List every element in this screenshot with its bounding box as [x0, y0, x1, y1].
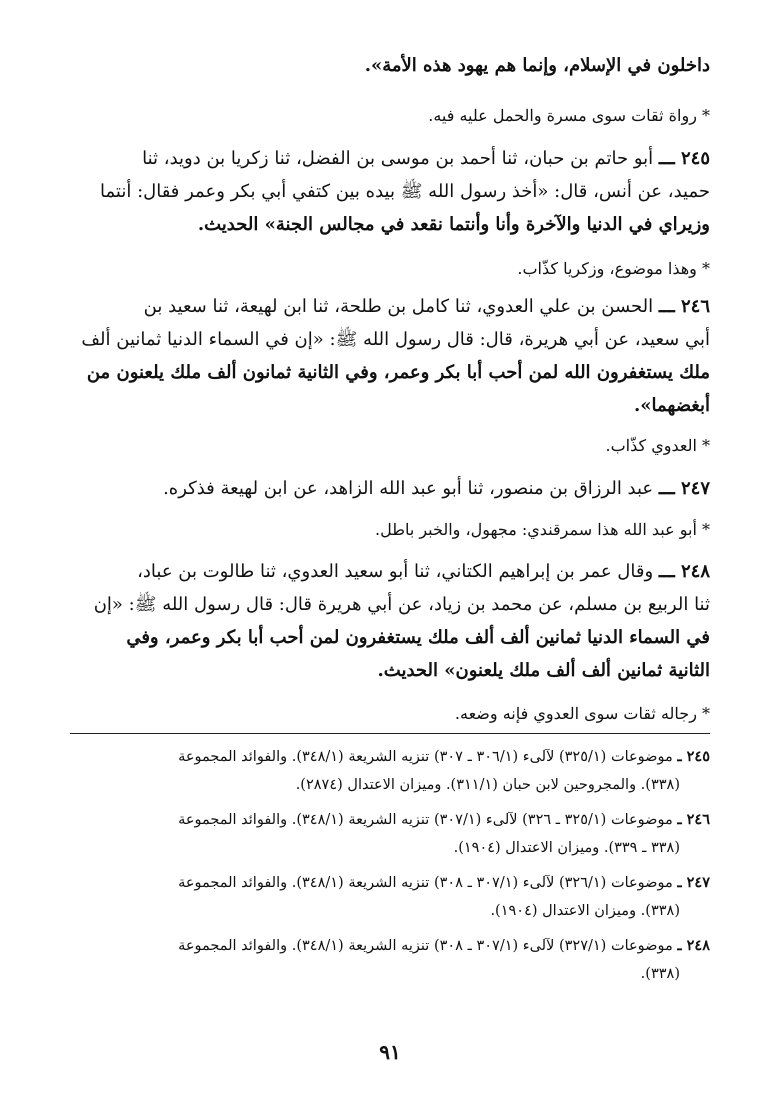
footnote-text: موضوعات (٣٢٦/١) لآلىء (٣٠٧/١ ـ ٣٠٨) تنزيه الشريعة (٣٤٨/١). والفوائد المجموعة	[178, 875, 673, 891]
hadith-line: أبي سعيد، عن أبي هريرة، قال: قال رسول الله ﷺ: «إن في السماء الدنيا ثمانين ألف	[81, 329, 710, 350]
hadith-line: أبغضهما».	[633, 395, 710, 416]
book-page	[70, 50, 710, 1080]
footnote-continuation: (٣٣٨). وميزان الاعتدال (١٩٠٤).	[490, 903, 680, 919]
hadith-text: وقال عمر بن إبراهيم الكتاني، ثنا أبو سعيد العدوي، ثنا طالوت بن عباد،	[137, 561, 654, 582]
hadith-number: ٢٤٥ ـــ	[658, 148, 710, 169]
hadith-line: ملك يستغفرون الله لمن أحب أبا بكر وعمر، وفي الثانية ثمانون ألف ملك يلعنون من	[86, 362, 710, 383]
hadith-line: حميد، عن أنس، قال: «أخذ رسول الله ﷺ بيده بين كتفي أبي بكر وعمر فقال: أنتما	[100, 181, 710, 202]
comment: * رواة ثقات سوى مسرة والحمل عليه فيه.	[428, 106, 710, 125]
footnote-text: موضوعات (٣٢٥/١ ـ ٣٢٦) لآلىء (٣٠٧/١) تنزيه الشريعة (٣٤٨/١). والفوائد المجموعة	[178, 812, 673, 828]
footnote-continuation: (٣٣٨ ـ ٣٣٩). وميزان الاعتدال (١٩٠٤).	[453, 840, 680, 856]
hadith-line	[70, 558, 710, 586]
footnote-continuation: (٣٣٨). والمجروحين لابن حبان (٣١١/١). وميزان الاعتدال (٢٨٧٤).	[295, 777, 680, 793]
hadith-text: الحسن بن علي العدوي، ثنا كامل بن طلحة، ثنا ابن لهيعة، ثنا سعيد بن	[143, 296, 654, 317]
hadith-text: أبو حاتم بن حبان، ثنا أحمد بن موسى بن الفضل، ثنا زكريا بن دويد، ثنا	[142, 148, 654, 169]
hadith-line: ثنا الربيع بن مسلم، عن محمد بن زياد، عن أبي هريرة قال: قال رسول الله ﷺ: «إن	[93, 594, 710, 615]
intro-line: داخلون في الإسلام، وإنما هم يهود هذه الأمة».	[364, 55, 710, 76]
footnote-text: موضوعات (٣٢٧/١) لآلىء (٣٠٧/١ ـ ٣٠٨) تنزيه الشريعة (٣٤٨/١). والفوائد المجموعة	[178, 938, 673, 954]
comment: * رجاله ثقات سوى العدوي فإنه وضعه.	[454, 704, 710, 723]
footnote-number: ٢٤٥ ـ	[677, 748, 710, 765]
hadith-text: عبد الرزاق بن منصور، ثنا أبو عبد الله الزاهد، عن ابن لهيعة فذكره.	[163, 478, 654, 499]
hadith-line: في السماء الدنيا ثمانين ألف ألف ملك يستغفرون لمن أحب أبا بكر وعمر، وفي	[126, 627, 710, 648]
footnote-number: ٢٤٦ ـ	[677, 811, 710, 828]
hadith-line: الثانية ثمانين ألف ألف ملك يلعنون» الحديث.	[377, 660, 710, 681]
hadith-line	[70, 293, 710, 321]
footnote-divider	[70, 733, 710, 734]
footnote-number: ٢٤٧ ـ	[677, 874, 710, 891]
footnote	[70, 808, 710, 832]
hadith-line: وزيراي في الدنيا والآخرة وأنا وأنتما نقعد في مجالس الجنة» الحديث.	[197, 214, 710, 235]
footnote	[70, 871, 710, 895]
hadith-number: ٢٤٨ ـــ	[658, 561, 710, 582]
footnote-continuation: (٣٣٨).	[640, 966, 680, 982]
hadith-line	[70, 475, 710, 503]
footnote-text: موضوعات (٣٢٥/١) لآلىء (٣٠٦/١ ـ ٣٠٧) تنزيه الشريعة (٣٤٨/١). والفوائد المجموعة	[178, 749, 673, 765]
comment: * وهذا موضوع، وزكريا كذّاب.	[517, 259, 710, 278]
footnote	[70, 745, 710, 769]
hadith-number: ٢٤٦ ـــ	[658, 296, 710, 317]
comment: * أبو عبد الله هذا سمرقندي: مجهول، والخبر باطل.	[375, 520, 710, 539]
hadith-line	[70, 145, 710, 173]
comment: * العدوي كذّاب.	[605, 436, 710, 455]
hadith-number: ٢٤٧ ـــ	[658, 478, 710, 499]
page-number: ٩١	[379, 1040, 401, 1064]
footnote	[70, 934, 710, 958]
footnote-number: ٢٤٨ ـ	[677, 937, 710, 954]
